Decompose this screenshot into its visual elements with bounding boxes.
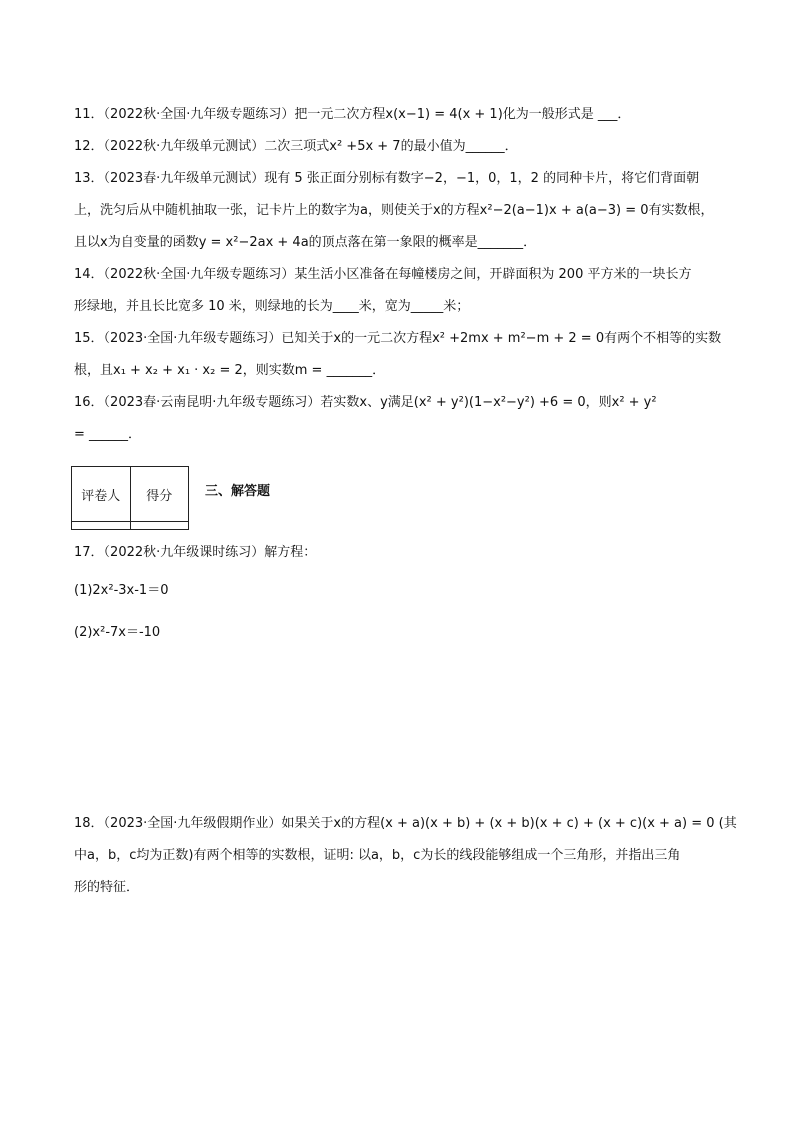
question-17: 17．（2022秋·九年级课时练习）解方程： — [74, 545, 317, 560]
question-18-line-3: 形的特征． — [74, 880, 140, 895]
question-17-part-2: (2)x²-7x＝-10 — [74, 625, 161, 640]
question-11: 11．（2022秋·全国·九年级专题练习）把一元二次方程x(x−1) = 4(x + 1)化为一般形式是 ___． — [74, 107, 631, 122]
question-18-line-2: 中a，b，c均为正数)有两个相等的实数根，证明: 以a，b，c为长的线段能够组成一个三角形，并指出三角 — [74, 848, 681, 863]
question-17-part-1: (1)2x²-3x-1＝0 — [74, 583, 169, 598]
question-12: 12．（2022秋·九年级单元测试）二次三项式x² +5x + 7的最小值为______． — [74, 139, 518, 154]
question-15-line-1: 15．（2023·全国·九年级专题练习）已知关于x的一元二次方程x² +2mx + m²−m + 2 = 0有两个不相等的实数 — [74, 331, 722, 346]
grader-header: 评卷人 — [72, 467, 131, 522]
question-14-line-1: 14．（2022秋·全国·九年级专题练习）某生活小区准备在每幢楼房之间，开辟面积为 200 平方米的一块长方 — [74, 267, 692, 282]
question-14-line-2: 形绿地，并且长比宽多 10 米，则绿地的长为____米，宽为_____米； — [74, 299, 470, 314]
grader-cell — [72, 522, 131, 530]
question-15-line-2: 根，且x₁ + x₂ + x₁ · x₂ = 2，则实数m = _______． — [74, 363, 386, 378]
question-13-line-3: 且以x为自变量的函数y = x²−2ax + 4a的顶点落在第一象限的概率是_______． — [74, 235, 537, 250]
question-18-line-1: 18．（2023·全国·九年级假期作业）如果关于x的方程(x + a)(x + b) + (x + b)(x + c) + (x + c)(x + a) = 0 (其 — [74, 816, 737, 831]
question-16-line-1: 16．（2023春·云南昆明·九年级专题练习）若实数x、y满足(x² + y²)(1−x²−y²) +6 = 0，则x² + y² — [74, 395, 657, 410]
score-table — [71, 466, 189, 530]
question-13-line-1: 13．（2023春·九年级单元测试）现有 5 张正面分别标有数字−2，−1，0，1，2 的同种卡片，将它们背面朝 — [74, 171, 700, 186]
score-header: 得分 — [130, 467, 189, 522]
question-13-line-2: 上，洗匀后从中随机抽取一张，记卡片上的数字为a，则使关于x的方程x²−2(a−1)x + a(a−3) = 0有实数根， — [74, 203, 714, 218]
question-16-line-2: = ______． — [74, 427, 142, 442]
score-cell — [130, 522, 189, 530]
section-title: 三、解答题 — [205, 484, 271, 499]
